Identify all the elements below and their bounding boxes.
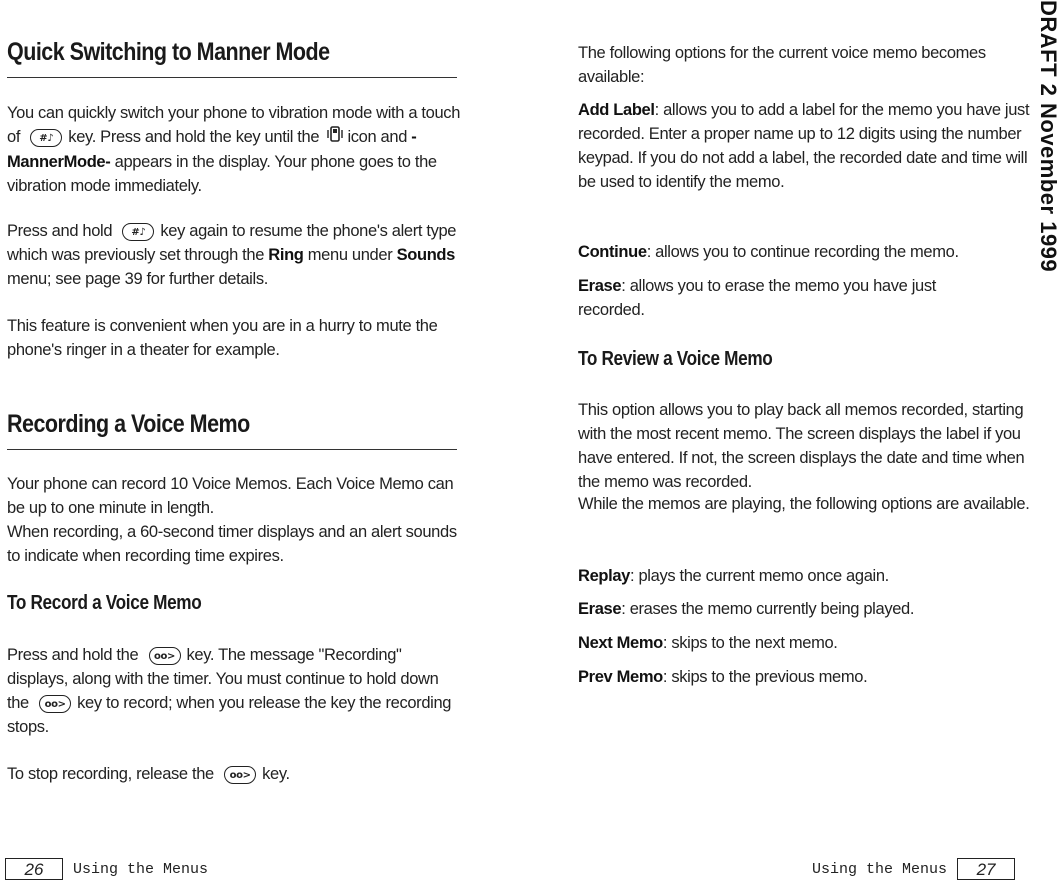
option-continue: Continue: allows you to continue recording the memo. xyxy=(578,243,959,261)
option-replay: Replay: plays the current memo once again. xyxy=(578,567,889,585)
option-desc: plays the current memo once again. xyxy=(638,567,889,585)
review-memo-heading: To Review a Voice Memo xyxy=(578,348,773,370)
left-footer xyxy=(5,858,208,880)
record-paragraph-2 xyxy=(7,762,462,786)
vibrate-icon xyxy=(327,125,343,150)
text-segment: Press and hold the xyxy=(7,646,139,664)
footer-label: Using the Menus xyxy=(812,860,948,878)
option-erase: Erase: allows you to erase the memo you have just recorded. xyxy=(578,277,936,319)
option-desc: skips to the previous memo. xyxy=(671,668,868,686)
manner-key-icon: #♪ xyxy=(122,223,154,241)
text-segment: menu; see page 39 for further details. xyxy=(7,270,268,288)
manner-paragraph-3: This feature is convenient when you are in a hurry to mute the phone's ringer in a theater for example. xyxy=(7,317,438,359)
recording-paragraph-1: Your phone can record 10 Voice Memos. Each Voice Memo can be up to one minute in length. xyxy=(7,475,454,517)
option-desc: allows you to continue recording the memo. xyxy=(655,243,959,261)
option-desc: erases the memo currently being played. xyxy=(629,600,915,618)
text-segment: key again to resume the phone's alert type which was previously set through the xyxy=(7,222,457,264)
text-segment: key to record; when you release the key the recording stops. xyxy=(7,694,452,736)
text-segment: key. The message "Recording" displays, along with the timer. You must continue to hold down the xyxy=(7,646,439,712)
text-segment: To stop recording, release the xyxy=(7,765,214,783)
review-paragraph-2: While the memos are playing, the following options are available. xyxy=(578,495,1030,513)
manner-mode-heading: Quick Switching to Manner Mode xyxy=(7,38,330,66)
text-segment: icon and xyxy=(347,128,408,146)
recording-heading: Recording a Voice Memo xyxy=(7,410,250,438)
option-term: Erase xyxy=(578,600,622,618)
voice-memo-key-icon: oo> xyxy=(224,766,256,784)
text-segment: menu under xyxy=(307,246,393,264)
option-desc: allows you to add a label for the memo you have just recorded. Enter a proper name up to 12 digits using the number keypad. If you do not add a label, the recorded date and time will be used to identify the memo. xyxy=(578,101,1030,191)
text-segment: key. Press and hold the key until the xyxy=(68,128,320,146)
manner-mode-label: -MannerMode- xyxy=(7,128,417,172)
manner-paragraph-2 xyxy=(7,219,462,291)
option-term: Erase xyxy=(578,277,622,295)
footer-label: Using the Menus xyxy=(73,860,209,878)
option-term: Prev Memo xyxy=(578,668,663,686)
option-desc: skips to the next memo. xyxy=(671,634,838,652)
option-term: Next Memo xyxy=(578,634,663,652)
sounds-menu-label: Sounds xyxy=(396,246,455,264)
heading-rule xyxy=(7,77,457,78)
option-term: Replay xyxy=(578,567,631,585)
ring-menu-label: Ring xyxy=(268,246,304,264)
record-memo-heading: To Record a Voice Memo xyxy=(7,592,202,614)
page-number: 26 xyxy=(5,858,63,880)
text-segment: You can quickly switch your phone to vibration mode with a touch of xyxy=(7,104,461,146)
option-add-label: Add Label: allows you to add a label for the memo you have just recorded. Enter a proper name up to 12 digits using the number keypad. If you do not add a label, the recorded date and time will be used to identify the memo. xyxy=(578,101,1030,191)
record-paragraph-1 xyxy=(7,643,462,739)
right-footer xyxy=(812,858,1015,880)
option-desc: allows you to erase the memo you have just recorded. xyxy=(578,277,936,319)
heading-rule xyxy=(7,449,457,450)
option-term: Add Label xyxy=(578,101,655,119)
text-segment: appears in the display. Your phone goes to the vibration mode immediately. xyxy=(7,153,437,196)
manner-paragraph-1 xyxy=(7,101,462,198)
draft-watermark: DRAFT 2 November 1999 xyxy=(1036,0,1061,273)
voice-memo-key-icon: oo> xyxy=(39,695,71,713)
option-term: Continue xyxy=(578,243,647,261)
voice-memo-key-icon: oo> xyxy=(149,647,181,665)
option-next-memo: Next Memo: skips to the next memo. xyxy=(578,634,838,652)
option-prev-memo: Prev Memo: skips to the previous memo. xyxy=(578,668,868,686)
page-number: 27 xyxy=(957,858,1015,880)
recording-paragraph-2: When recording, a 60-second timer displays and an alert sounds to indicate when recording time expires. xyxy=(7,523,457,565)
review-paragraph-1: This option allows you to play back all memos recorded, starting with the most recent memo. The screen displays the label if you have entered. If not, the screen displays the date and time when the memo was recorded. xyxy=(578,401,1025,491)
text-segment: Press and hold xyxy=(7,222,113,240)
manner-key-icon: #♪ xyxy=(30,129,62,147)
options-intro: The following options for the current voice memo becomes available: xyxy=(578,44,986,86)
option-erase-review: Erase: erases the memo currently being played. xyxy=(578,600,915,618)
text-segment: key. xyxy=(262,765,290,783)
